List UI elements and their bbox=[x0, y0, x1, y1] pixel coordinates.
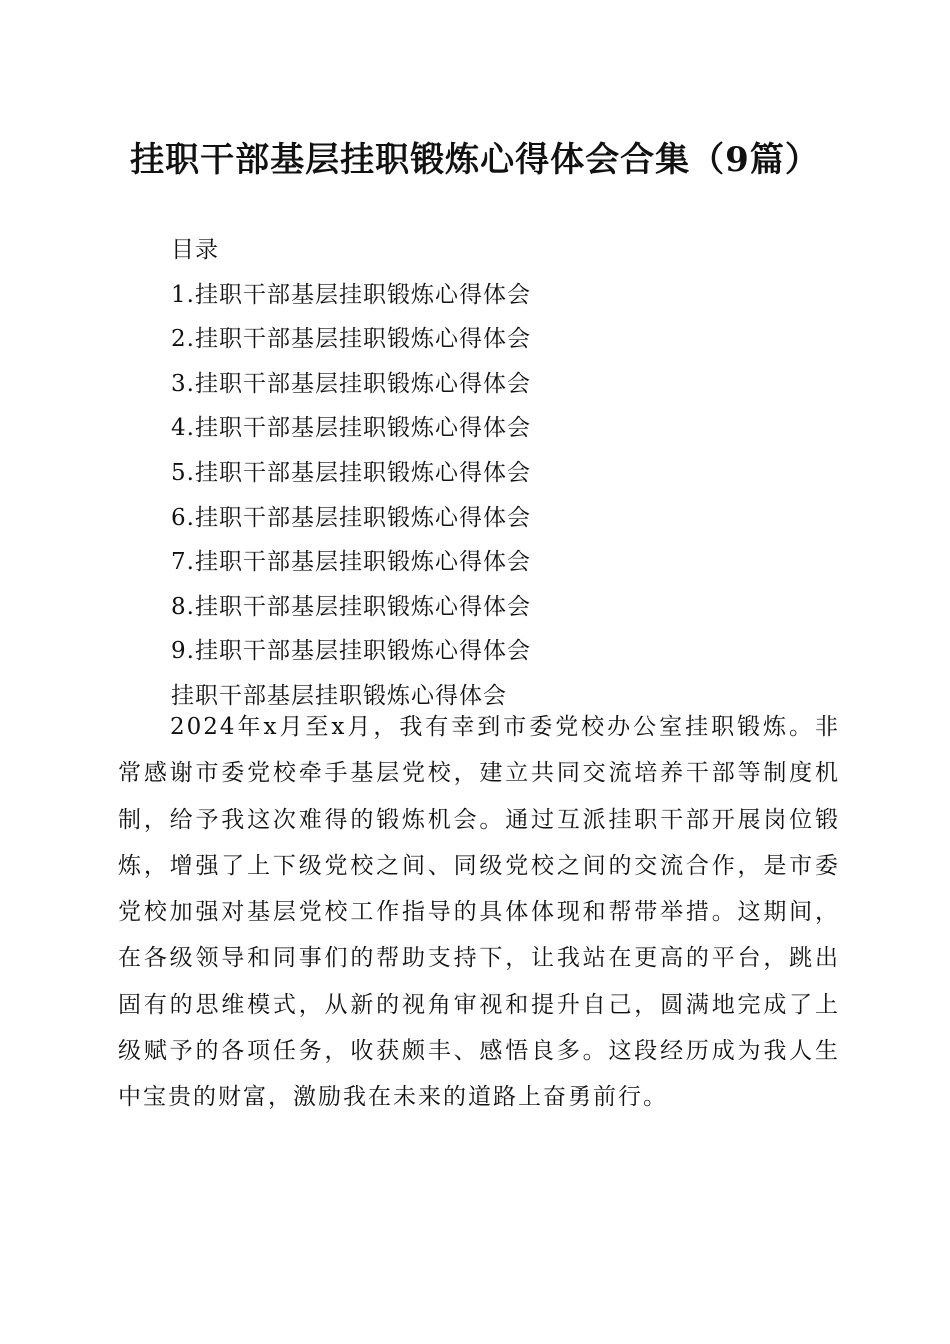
toc-item: 7.挂职干部基层挂职锻炼心得体会 bbox=[171, 549, 531, 576]
toc-item: 1.挂职干部基层挂职锻炼心得体会 bbox=[171, 281, 531, 308]
toc-heading: 目录 bbox=[171, 237, 219, 263]
toc-item: 2.挂职干部基层挂职锻炼心得体会 bbox=[171, 326, 531, 353]
toc-item: 5.挂职干部基层挂职锻炼心得体会 bbox=[171, 459, 531, 486]
toc-item: 9.挂职干部基层挂职锻炼心得体会 bbox=[171, 638, 531, 665]
toc-item: 3.挂职干部基层挂职锻炼心得体会 bbox=[171, 370, 531, 397]
toc-item: 6.挂职干部基层挂职锻炼心得体会 bbox=[171, 504, 531, 531]
toc-item: 8.挂职干部基层挂职锻炼心得体会 bbox=[171, 593, 531, 620]
toc-item: 4.挂职干部基层挂职锻炼心得体会 bbox=[171, 415, 531, 442]
document-title: 挂职干部基层挂职锻炼心得体会合集（9篇） bbox=[130, 140, 820, 180]
section-heading: 挂职干部基层挂职锻炼心得体会 bbox=[171, 682, 507, 709]
body-paragraph: 2024年x月至x月，我有幸到市委党校办公室挂职锻炼。非常感谢市委党校牵手基层党校，建立共同交流培养干部等制度机制，给予我这次难得的锻炼机会。通过互派挂职干部开展岗位锻炼，增强了上下级党校之间、同级党校之间的交流合作，是市委党校加强对基层党校工作指导的具体体现和帮带举措。这期间，在各级领导和同事们的帮助支持下，让我站在更高的平台，跳出固有的思维模式，从新的视角审视和提升自己，圆满地完成了上级赋予的各项任务，收获颇丰、感悟良多。这段经历成为我人生中宝贵的财富，激励我在未来的道路上奋勇前行。 bbox=[118, 714, 840, 1111]
table-of-contents bbox=[171, 228, 531, 719]
